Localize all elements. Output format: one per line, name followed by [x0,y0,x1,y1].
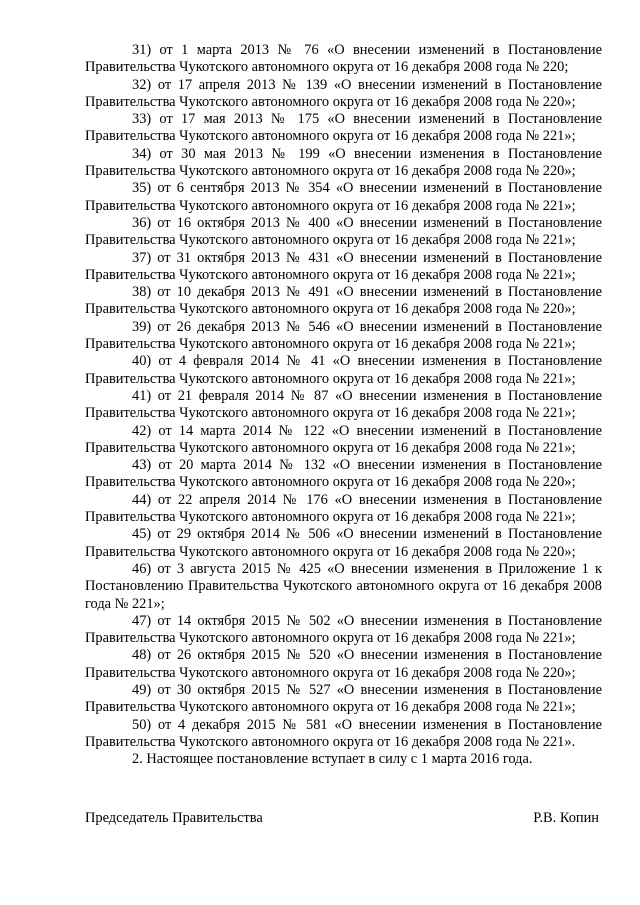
list-item: 48) от 26 октября 2015 № 520 «О внесении изменения в Постановление Правительства Чукотского автономного округа от 16 декабря 2008 года № 220»; [85,647,602,681]
list-item: 41) от 21 февраля 2014 № 87 «О внесении изменения в Постановление Правительства Чукотского автономного округа от 16 декабря 2008 года № 221»; [85,387,602,422]
document-body [85,42,602,768]
list-item: 31) от 1 марта 2013 № 76 «О внесении изменений в Постановление Правительства Чукотского автономного округа от 16 декабря 2008 года № 220; [85,42,602,76]
list-item: 40) от 4 февраля 2014 № 41 «О внесении изменения в Постановление Правительства Чукотского автономного округа от 16 декабря 2008 года № 221»; [85,353,602,387]
list-item: 39) от 26 декабря 2013 № 546 «О внесении изменений в Постановление Правительства Чукотского автономного округа от 16 декабря 2008 года № 221»; [85,318,602,353]
list-item: 38) от 10 декабря 2013 № 491 «О внесении изменений в Постановление Правительства Чукотского автономного округа от 16 декабря 2008 года № 220»; [85,284,602,318]
list-item: 50) от 4 декабря 2015 № 581 «О внесении изменения в Постановление Правительства Чукотского автономного округа от 16 декабря 2008 года № 221». [85,716,602,750]
list-item: 43) от 20 марта 2014 № 132 «О внесении изменения в Постановление Правительства Чукотского автономного округа от 16 декабря 2008 года № 220»; [85,457,602,491]
list-item: 46) от 3 августа 2015 № 425 «О внесении изменения в Приложение 1 к Постановлению Правительства Чукотского автономного округа от 16 декабря 2008 года № 221»; [85,560,602,612]
signatory-name: Р.В. Копин [533,810,599,826]
closing-paragraph: 2. Настоящее постановление вступает в силу с 1 марта 2016 года. [132,751,533,768]
list-item: 32) от 17 апреля 2013 № 139 «О внесении изменений в Постановление Правительства Чукотского автономного округа от 16 декабря 2008 года № 220»; [85,76,602,110]
list-item: 49) от 30 октября 2015 № 527 «О внесении изменения в Постановление Правительства Чукотского автономного округа от 16 декабря 2008 года № 221»; [85,681,602,716]
signatory-position: Председатель Правительства [85,810,263,826]
list-item: 47) от 14 октября 2015 № 502 «О внесении изменения в Постановление Правительства Чукотского автономного округа от 16 декабря 2008 года № 221»; [85,612,602,647]
list-item: 45) от 29 октября 2014 № 506 «О внесении изменений в Постановление Правительства Чукотского автономного округа от 16 декабря 2008 года № 220»; [85,526,602,560]
list-item: 34) от 30 мая 2013 № 199 «О внесении изменения в Постановление Правительства Чукотского автономного округа от 16 декабря 2008 года № 220»; [85,145,602,180]
list-item: 42) от 14 марта 2014 № 122 «О внесении изменений в Постановление Правительства Чукотского автономного округа от 16 декабря 2008 года № 221»; [85,422,602,456]
list-item: 36) от 16 октября 2013 № 400 «О внесении изменений в Постановление Правительства Чукотского автономного округа от 16 декабря 2008 года № 221»; [85,214,602,249]
list-item: 44) от 22 апреля 2014 № 176 «О внесении изменения в Постановление Правительства Чукотского автономного округа от 16 декабря 2008 года № 221»; [85,491,602,526]
list-item: 35) от 6 сентября 2013 № 354 «О внесении изменений в Постановление Правительства Чукотского автономного округа от 16 декабря 2008 года № 221»; [85,180,602,214]
list-item: 37) от 31 октября 2013 № 431 «О внесении изменений в Постановление Правительства Чукотского автономного округа от 16 декабря 2008 года № 221»; [85,249,602,283]
signature-block [85,810,599,827]
list-item: 33) от 17 мая 2013 № 175 «О внесении изменений в Постановление Правительства Чукотского автономного округа от 16 декабря 2008 года № 221»; [85,111,602,145]
amendments-list [85,42,602,751]
